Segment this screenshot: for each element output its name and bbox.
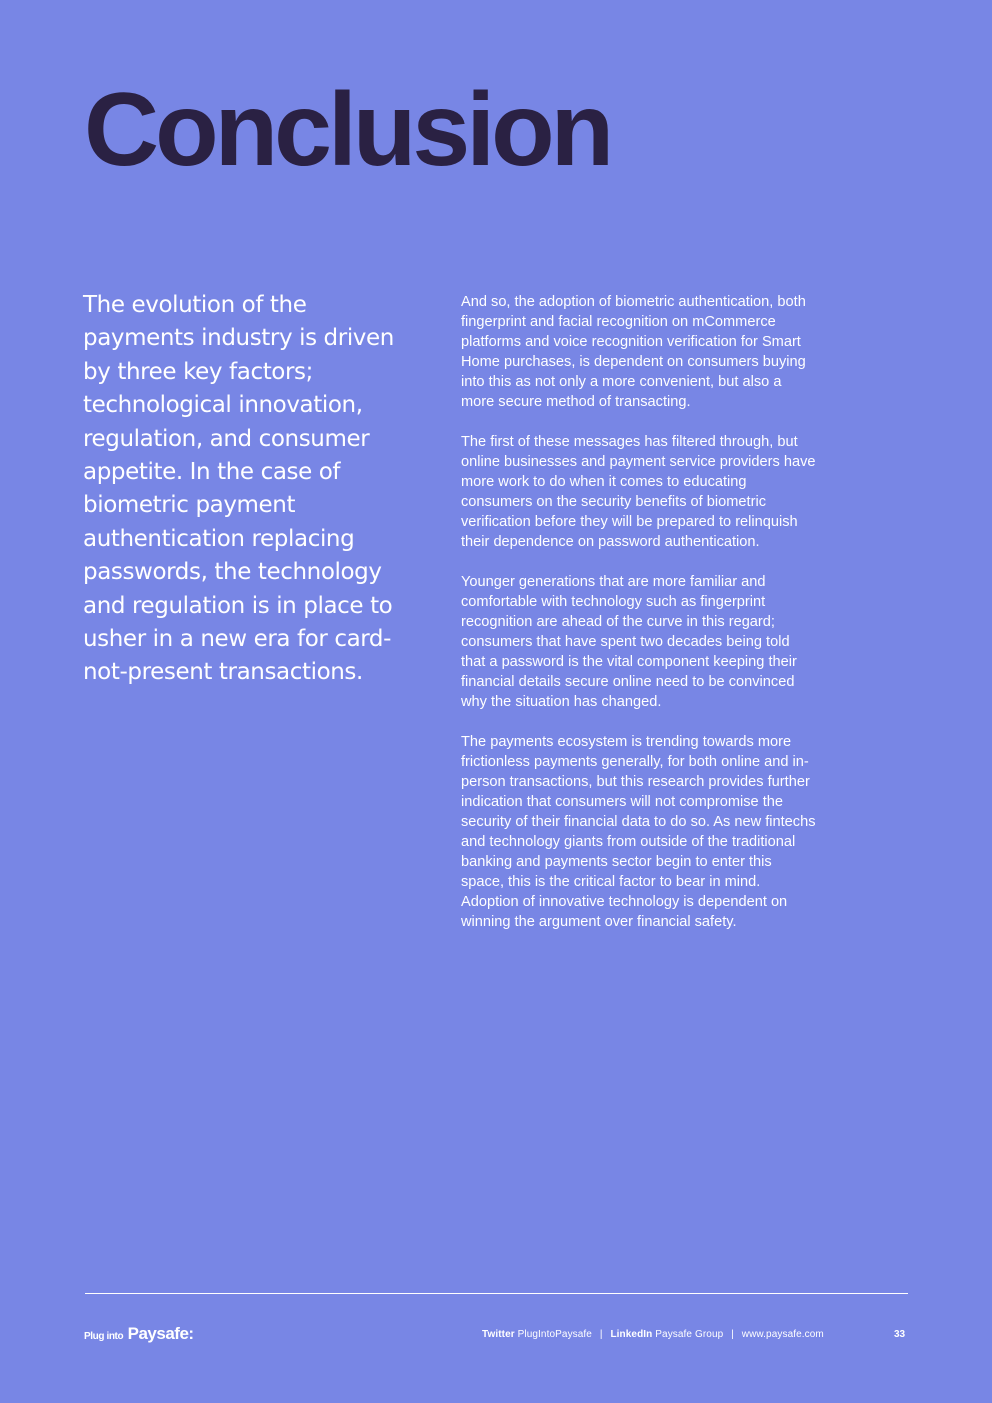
footer-links — [482, 1329, 824, 1340]
body-paragraph-2: The first of these messages has filtered through, but online businesses and payment service providers have more work to do when it comes to educating consumers on the security benefits of biometric verification before they will be prepared to relinquish their dependence on password authentication. — [461, 434, 816, 550]
page-number: 33 — [894, 1329, 906, 1340]
twitter-label: Twitter — [482, 1329, 515, 1340]
footer-divider — [85, 1293, 908, 1294]
body-paragraph-4: The payments ecosystem is trending towards more frictionless payments generally, for both online and in-person transactions, but this research provides further indication that consumers will not compromise the security of their financial data to do so. As new fintechs and technology giants from outside of the traditional banking and payments sector begin to enter this space, this is the critical factor to bear in mind. Adoption of innovative technology is dependent on winning the argument over financial safety. — [461, 734, 816, 930]
body-paragraph-3: Younger generations that are more familiar and comfortable with technology such as fingerprint recognition are ahead of the curve in this regard; consumers that have spent two decades being told that a password is the vital component keeping their financial details secure online need to be convinced why the situation has changed. — [461, 574, 797, 710]
brand-prefix: Plug into — [84, 1331, 124, 1342]
page-title: Conclusion — [84, 72, 611, 188]
body-paragraph-1: And so, the adoption of biometric authentication, both fingerprint and facial recognition on mCommerce platforms and voice recognition verification for Smart Home purchases, is dependent on consumers buying into this as not only a more convenient, but also a more secure method of transacting. — [461, 294, 806, 410]
linkedin-label: LinkedIn — [610, 1329, 653, 1340]
brand-name: Paysafe: — [127, 1324, 194, 1343]
website-link[interactable]: www.paysafe.com — [741, 1329, 824, 1340]
intro-paragraph: The evolution of the payments industry is driven by three key factors; technological innovation, regulation, and consumer appetite. In the case of biometric payment authentication replacing passwords, the technology and regulation is in place to usher in a new era for card-not-present transactions. — [83, 292, 394, 686]
footer-separator-2: | — [731, 1329, 734, 1340]
twitter-handle-link[interactable]: PlugIntoPaysafe — [517, 1329, 592, 1340]
footer-separator-1: | — [599, 1329, 603, 1340]
linkedin-handle-link[interactable]: Paysafe Group — [655, 1329, 724, 1340]
paysafe-logo — [84, 1324, 194, 1344]
body-text-column — [461, 292, 817, 952]
